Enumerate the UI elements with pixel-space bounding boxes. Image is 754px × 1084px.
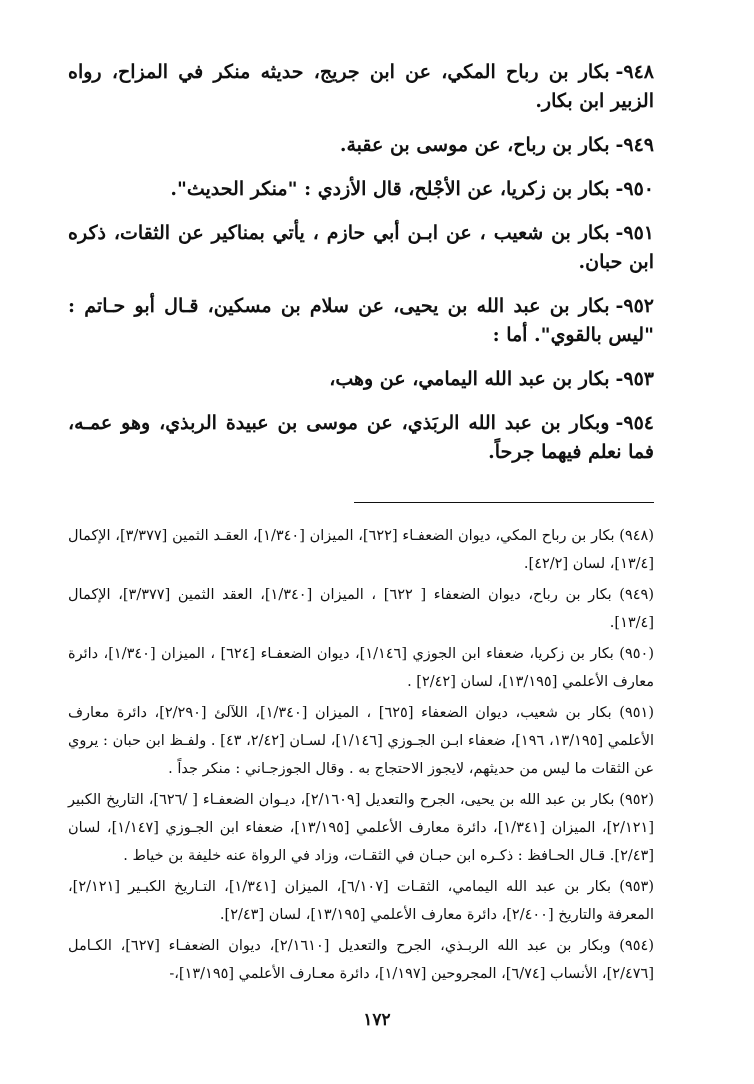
entries-list: [68, 58, 654, 467]
entry-953: [68, 365, 654, 394]
footnote-951: (٩٥١) بكار بن شعيب، ديوان الضعفاء [٦٢٥] ، الميزان [١/٣٤٠]، اللآلئ [٢/٢٩٠]، دائرة معارف الأعلمي [١٣/١٩٥، ١٩٦]، ضعفاء ابـن الجـوزي [١/١٤٦]، لسـان [٢/٤٢، ٤٣] . ولفـظ ابن حبان : يروي عن الثقات ما ليس من حديثهم، لايجوز الاحتجاج به . وقال الجوزجـاني : منكر جداً .: [68, 705, 655, 777]
footnote-separator-wrap: [68, 482, 654, 522]
entry-text: بكار بن زكريا، عن الأجْلح، قال الأزدي : "منكر الحديث".: [170, 178, 610, 200]
footnote-948: (٩٤٨) بكار بن رباح المكي، ديوان الضعفـاء [٦٢٢]، الميزان [١/٣٤٠]، العقـد الثمين [٣/٣٧٧]، الإكمال [١٣/٤]، لسان [٤٢/٢].: [68, 528, 655, 572]
entry-950: [68, 175, 654, 204]
footnote-949: (٩٤٩) بكار بن رباح، ديوان الضعفاء [ ٦٢٢] ، الميزان [١/٣٤٠]، العقد الثمين [٣/٣٧٧]، الإكمال [١٣/٤].: [68, 587, 655, 631]
entry-number: ٩٤٩-: [615, 134, 654, 156]
entry-954: [68, 409, 654, 467]
entry-number: ٩٥١-: [615, 222, 654, 244]
footnote-953: (٩٥٣) بكار بن عبد الله اليمامي، الثقـات [٦/١٠٧]، الميزان [١/٣٤١]، التـاريخ الكبـير [٢/١٢١]، المعرفة والتاريخ [٢/٤٠٠]، دائرة معارف الأعلمي [١٣/١٩٥]، لسان [٢/٤٣].: [68, 879, 654, 923]
entry-text: بكار بن رباح المكي، عن ابن جريج، حديثه منكر في المزاح، رواه الزبير ابن بكار.: [68, 61, 654, 112]
entry-948: [68, 58, 654, 116]
entry-952: [68, 292, 654, 350]
entry-951: [68, 219, 654, 277]
entry-text: بكار بن شعيب ، عن ابـن أبي حازم ، يأتي بمناكير عن الثقات، ذكره ابن حبان.: [68, 222, 654, 273]
footnote-952: (٩٥٢) بكار بن عبد الله بن يحيى، الجرح والتعديل [٢/١٦٠٩]، ديـوان الضعفـاء [ /٦٢٦]، التاريخ الكبير [٢/١٢١]، الميزان [١/٣٤١]، دائرة معارف الأعلمي [١٣/١٩٥]، ضعفاء ابن الجـوزي [١/١٤٧]، لسان [٢/٤٣]. قـال الحـافظ : ذكـره ابن حبـان في الثقـات، وزاد في الرواة عنه خليفة بن خياط .: [68, 792, 655, 864]
entry-number: ٩٥٤-: [615, 412, 654, 434]
entry-text: بكار بن عبد الله بن يحيى، عن سلام بن مسكين، قـال أبو حـاتم : "ليس بالقوي". أما :: [68, 295, 654, 346]
entry-text: بكار بن عبد الله اليمامي، عن وهب،: [329, 368, 610, 390]
entry-text: بكار بن رباح، عن موسى بن عقبة.: [339, 134, 610, 156]
footnote-separator: [354, 502, 654, 504]
page-number: ١٧٢: [363, 1010, 391, 1030]
entry-number: ٩٤٨-: [615, 61, 654, 83]
footnote-950: (٩٥٠) بكار بن زكريا، ضعفاء ابن الجوزي [١/١٤٦]، ديوان الضعفـاء [٦٢٤] ، الميزان [١/٣٤٠]، دائرة معارف الأعلمي [١٣/١٩٥]، لسان [٢/٤٢] .: [68, 646, 654, 690]
entry-949: [68, 131, 654, 160]
entry-number: ٩٥٢-: [615, 295, 654, 317]
entry-number: ٩٥٣-: [615, 368, 654, 390]
entry-number: ٩٥٠-: [615, 178, 654, 200]
footnotes: [68, 522, 654, 988]
entry-text: وبكار بن عبد الله الربَذي، عن موسى بن عبيدة الربذي، وهو عمـه، فما نعلم فيهما جرحاً.: [68, 412, 654, 463]
footnote-954: (٩٥٤) وبكار بن عبد الله الربـذي، الجرح والتعديل [٢/١٦١٠]، ديوان الضعفـاء [٦٢٧]، الكـامل [٢/٤٧٦]، الأنساب [٦/٧٤]، المجروحين [١/١٩٧]، دائرة معـارف الأعلمي [١٣/١٩٥]،-: [68, 938, 654, 982]
